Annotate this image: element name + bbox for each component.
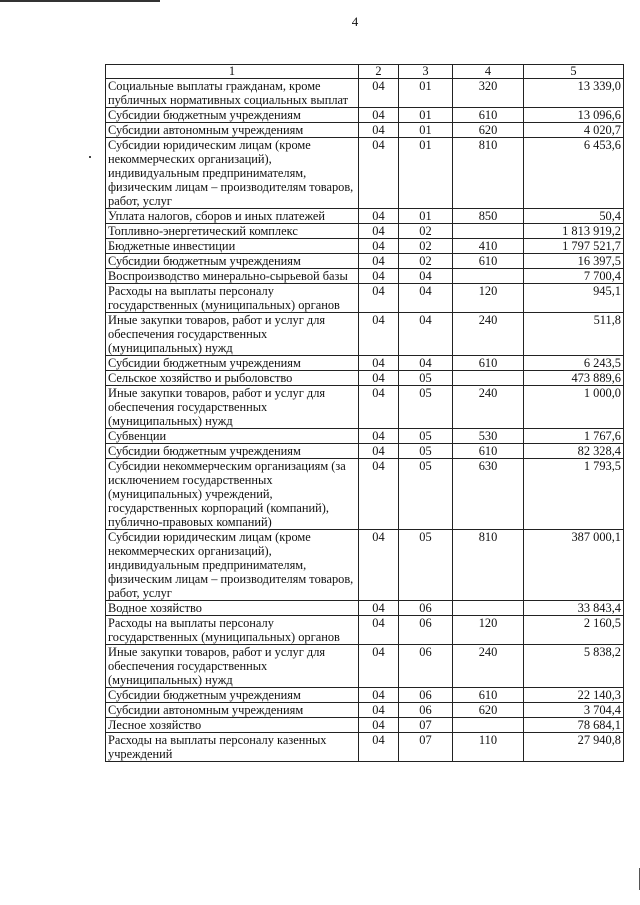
table-row — [106, 688, 624, 703]
row-expense-type-cell: 240 — [453, 386, 524, 429]
row-subsection-cell: 02 — [399, 224, 453, 239]
row-subsection-cell: 01 — [399, 79, 453, 108]
row-expense-type-cell — [453, 269, 524, 284]
row-section-cell: 04 — [359, 616, 399, 645]
row-amount-cell: 3 704,4 — [524, 703, 624, 718]
table-row — [106, 254, 624, 269]
row-name-cell: Сельское хозяйство и рыболовство — [106, 371, 359, 386]
row-expense-type-cell: 120 — [453, 284, 524, 313]
row-subsection-cell: 01 — [399, 209, 453, 224]
row-expense-type-cell: 620 — [453, 703, 524, 718]
table-row — [106, 386, 624, 429]
row-expense-type-cell: 610 — [453, 356, 524, 371]
table-row — [106, 313, 624, 356]
row-section-cell: 04 — [359, 444, 399, 459]
row-amount-cell: 6 243,5 — [524, 356, 624, 371]
row-section-cell: 04 — [359, 108, 399, 123]
row-subsection-cell: 02 — [399, 254, 453, 269]
row-section-cell: 04 — [359, 645, 399, 688]
row-subsection-cell: 06 — [399, 703, 453, 718]
row-expense-type-cell: 620 — [453, 123, 524, 138]
row-subsection-cell: 05 — [399, 429, 453, 444]
table-row — [106, 224, 624, 239]
row-name-cell: Субсидии некоммерческим организациям (за исключением государственных (муниципальных) учреждений, государственных корпораций (компаний), публично-правовых компаний) — [106, 459, 359, 530]
row-amount-cell: 78 684,1 — [524, 718, 624, 733]
row-expense-type-cell — [453, 601, 524, 616]
row-name-cell: Субвенции — [106, 429, 359, 444]
row-subsection-cell: 04 — [399, 313, 453, 356]
table-row — [106, 239, 624, 254]
row-section-cell: 04 — [359, 269, 399, 284]
row-name-cell: Водное хозяйство — [106, 601, 359, 616]
row-subsection-cell: 06 — [399, 601, 453, 616]
row-amount-cell: 82 328,4 — [524, 444, 624, 459]
row-amount-cell: 387 000,1 — [524, 530, 624, 601]
header-cell-section: 2 — [359, 65, 399, 79]
row-name-cell: Субсидии автономным учреждениям — [106, 703, 359, 718]
header-cell-subsection: 3 — [399, 65, 453, 79]
row-section-cell: 04 — [359, 254, 399, 269]
row-subsection-cell: 04 — [399, 269, 453, 284]
row-expense-type-cell — [453, 371, 524, 386]
row-subsection-cell: 04 — [399, 284, 453, 313]
page-number: 4 — [351, 14, 359, 29]
row-amount-cell: 22 140,3 — [524, 688, 624, 703]
table-row — [106, 718, 624, 733]
row-name-cell: Социальные выплаты гражданам, кроме публичных нормативных социальных выплат — [106, 79, 359, 108]
row-name-cell: Субсидии бюджетным учреждениям — [106, 254, 359, 269]
row-section-cell: 04 — [359, 138, 399, 209]
row-amount-cell: 1 813 919,2 — [524, 224, 624, 239]
row-expense-type-cell: 240 — [453, 645, 524, 688]
row-section-cell: 04 — [359, 239, 399, 254]
row-expense-type-cell — [453, 718, 524, 733]
row-expense-type-cell: 610 — [453, 108, 524, 123]
row-section-cell: 04 — [359, 284, 399, 313]
row-expense-type-cell: 240 — [453, 313, 524, 356]
table-row — [106, 616, 624, 645]
row-section-cell: 04 — [359, 688, 399, 703]
table-header-row — [106, 65, 624, 79]
table-row — [106, 284, 624, 313]
row-expense-type-cell: 850 — [453, 209, 524, 224]
row-section-cell: 04 — [359, 224, 399, 239]
row-name-cell: Топливно-энергетический комплекс — [106, 224, 359, 239]
row-name-cell: Иные закупки товаров, работ и услуг для обеспечения государственных (муниципальных) нужд — [106, 313, 359, 356]
row-name-cell: Субсидии бюджетным учреждениям — [106, 108, 359, 123]
row-subsection-cell: 05 — [399, 386, 453, 429]
table-row — [106, 645, 624, 688]
row-section-cell: 04 — [359, 209, 399, 224]
row-name-cell: Иные закупки товаров, работ и услуг для обеспечения государственных (муниципальных) нужд — [106, 386, 359, 429]
row-subsection-cell: 01 — [399, 108, 453, 123]
row-amount-cell: 7 700,4 — [524, 269, 624, 284]
row-subsection-cell: 06 — [399, 616, 453, 645]
table-row — [106, 733, 624, 762]
row-subsection-cell: 05 — [399, 530, 453, 601]
table-row — [106, 138, 624, 209]
row-section-cell: 04 — [359, 429, 399, 444]
row-amount-cell: 5 838,2 — [524, 645, 624, 688]
row-expense-type-cell: 810 — [453, 138, 524, 209]
row-expense-type-cell: 810 — [453, 530, 524, 601]
row-amount-cell: 1 793,5 — [524, 459, 624, 530]
row-name-cell: Субсидии бюджетным учреждениям — [106, 356, 359, 371]
row-section-cell: 04 — [359, 356, 399, 371]
scan-dot — [89, 156, 91, 158]
row-section-cell: 04 — [359, 733, 399, 762]
table-row — [106, 356, 624, 371]
row-name-cell: Расходы на выплаты персоналу государственных (муниципальных) органов — [106, 616, 359, 645]
table-row — [106, 371, 624, 386]
row-section-cell: 04 — [359, 718, 399, 733]
row-section-cell: 04 — [359, 123, 399, 138]
row-section-cell: 04 — [359, 386, 399, 429]
row-name-cell: Субсидии юридическим лицам (кроме некоммерческих организаций), индивидуальным предпринимателям, физическим лицам – производителям товаров, работ, услуг — [106, 530, 359, 601]
table-row — [106, 209, 624, 224]
row-amount-cell: 16 397,5 — [524, 254, 624, 269]
row-section-cell: 04 — [359, 601, 399, 616]
row-name-cell: Воспроизводство минерально-сырьевой базы — [106, 269, 359, 284]
table-row — [106, 269, 624, 284]
row-amount-cell: 1 767,6 — [524, 429, 624, 444]
table-row — [106, 703, 624, 718]
row-expense-type-cell: 530 — [453, 429, 524, 444]
row-section-cell: 04 — [359, 79, 399, 108]
row-subsection-cell: 05 — [399, 371, 453, 386]
row-subsection-cell: 05 — [399, 444, 453, 459]
row-subsection-cell: 01 — [399, 123, 453, 138]
row-section-cell: 04 — [359, 703, 399, 718]
row-subsection-cell: 06 — [399, 688, 453, 703]
row-name-cell: Субсидии бюджетным учреждениям — [106, 688, 359, 703]
row-expense-type-cell: 610 — [453, 254, 524, 269]
row-expense-type-cell: 110 — [453, 733, 524, 762]
row-name-cell: Иные закупки товаров, работ и услуг для обеспечения государственных (муниципальных) нужд — [106, 645, 359, 688]
row-name-cell: Бюджетные инвестиции — [106, 239, 359, 254]
row-name-cell: Уплата налогов, сборов и иных платежей — [106, 209, 359, 224]
row-subsection-cell: 01 — [399, 138, 453, 209]
row-expense-type-cell: 610 — [453, 688, 524, 703]
row-subsection-cell: 05 — [399, 459, 453, 530]
row-amount-cell: 1 000,0 — [524, 386, 624, 429]
header-cell-expense-type: 4 — [453, 65, 524, 79]
row-amount-cell: 50,4 — [524, 209, 624, 224]
row-expense-type-cell: 630 — [453, 459, 524, 530]
row-name-cell: Субсидии бюджетным учреждениям — [106, 444, 359, 459]
table-row — [106, 429, 624, 444]
row-amount-cell: 6 453,6 — [524, 138, 624, 209]
row-amount-cell: 511,8 — [524, 313, 624, 356]
table-row — [106, 79, 624, 108]
row-subsection-cell: 02 — [399, 239, 453, 254]
row-name-cell: Субсидии автономным учреждениям — [106, 123, 359, 138]
table-row — [106, 459, 624, 530]
row-amount-cell: 33 843,4 — [524, 601, 624, 616]
row-expense-type-cell: 320 — [453, 79, 524, 108]
row-name-cell: Расходы на выплаты персоналу казенных учреждений — [106, 733, 359, 762]
budget-table — [105, 64, 624, 762]
row-subsection-cell: 07 — [399, 733, 453, 762]
row-expense-type-cell: 410 — [453, 239, 524, 254]
row-amount-cell: 27 940,8 — [524, 733, 624, 762]
row-subsection-cell: 04 — [399, 356, 453, 371]
row-name-cell: Субсидии юридическим лицам (кроме некоммерческих организаций), индивидуальным предпринимателям, физическим лицам – производителям товаров, работ, услуг — [106, 138, 359, 209]
row-name-cell: Лесное хозяйство — [106, 718, 359, 733]
row-amount-cell: 4 020,7 — [524, 123, 624, 138]
row-expense-type-cell — [453, 224, 524, 239]
row-amount-cell: 1 797 521,7 — [524, 239, 624, 254]
table-row — [106, 108, 624, 123]
table-row — [106, 601, 624, 616]
row-expense-type-cell: 120 — [453, 616, 524, 645]
table-row — [106, 123, 624, 138]
table-row — [106, 530, 624, 601]
row-amount-cell: 473 889,6 — [524, 371, 624, 386]
top-rule — [0, 0, 160, 2]
row-section-cell: 04 — [359, 459, 399, 530]
row-section-cell: 04 — [359, 371, 399, 386]
row-expense-type-cell: 610 — [453, 444, 524, 459]
row-section-cell: 04 — [359, 530, 399, 601]
header-cell-name: 1 — [106, 65, 359, 79]
table-row — [106, 444, 624, 459]
row-subsection-cell: 07 — [399, 718, 453, 733]
row-section-cell: 04 — [359, 313, 399, 356]
header-cell-amount: 5 — [524, 65, 624, 79]
row-amount-cell: 13 096,6 — [524, 108, 624, 123]
row-name-cell: Расходы на выплаты персоналу государственных (муниципальных) органов — [106, 284, 359, 313]
row-subsection-cell: 06 — [399, 645, 453, 688]
row-amount-cell: 945,1 — [524, 284, 624, 313]
row-amount-cell: 13 339,0 — [524, 79, 624, 108]
row-amount-cell: 2 160,5 — [524, 616, 624, 645]
